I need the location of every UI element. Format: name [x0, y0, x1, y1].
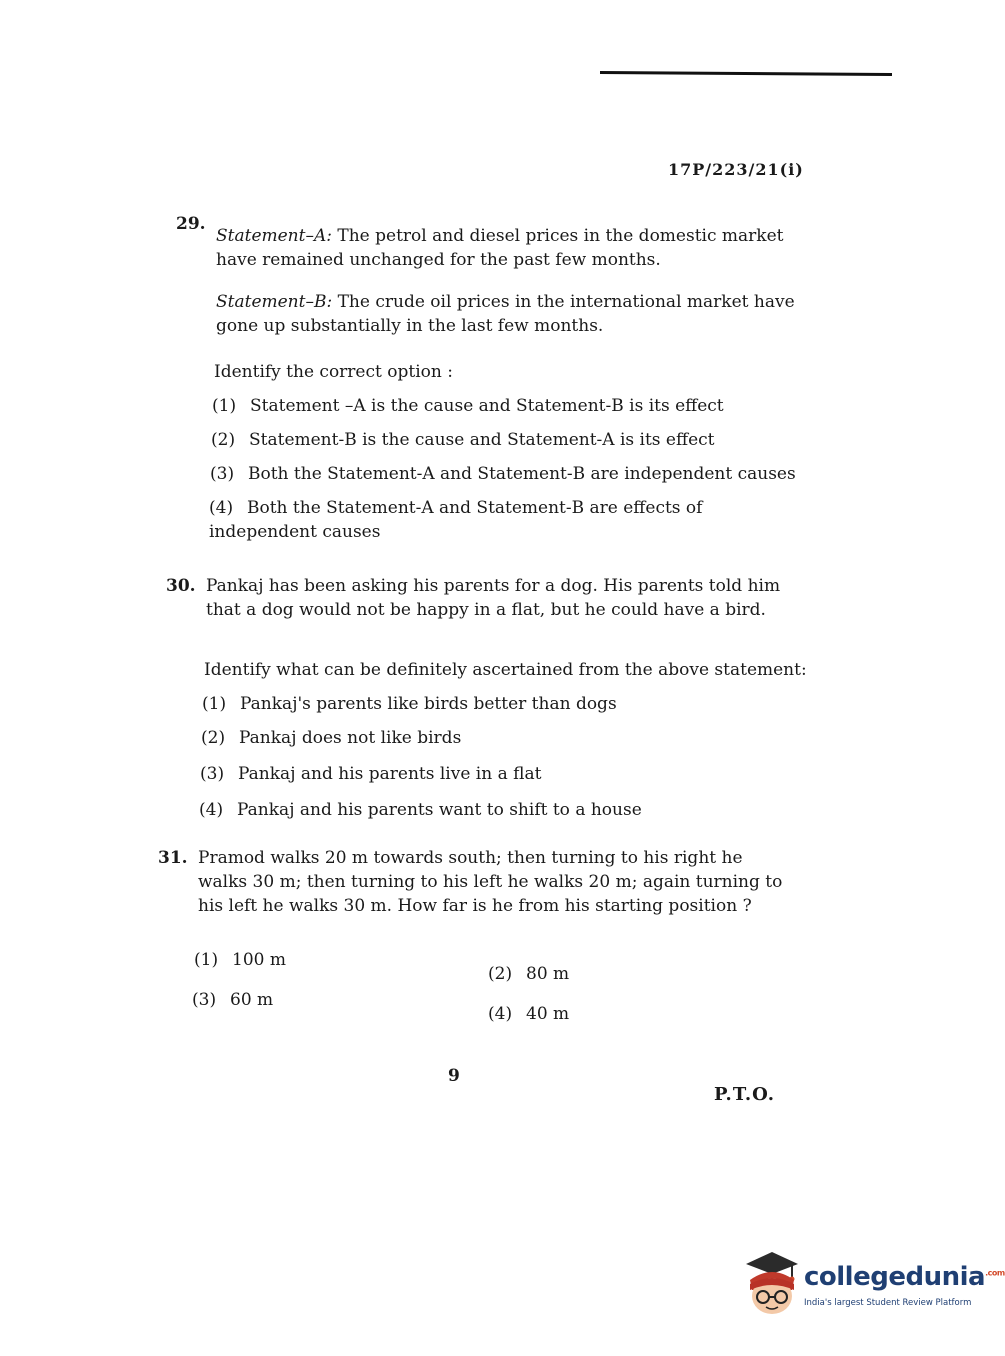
option-1: (1) 100 m [194, 950, 286, 970]
option-3: (3) 60 m [192, 990, 274, 1010]
question-prompt: Identify what can be definitely ascertained from the above statement: [204, 660, 807, 680]
option-4: (4) Pankaj and his parents want to shift to a house [199, 800, 642, 820]
option-1: (1) Statement –A is the cause and Statement-B is its effect [212, 396, 724, 416]
page-number: 9 [448, 1066, 460, 1086]
question-number: 29. [176, 214, 206, 234]
option-1: (1) Pankaj's parents like birds better than dogs [202, 694, 617, 714]
logo-tagline: India's largest Student Review Platform [804, 1298, 972, 1308]
question-prompt: Identify the correct option : [214, 362, 453, 382]
option-2: (2) 80 m [488, 964, 570, 984]
question-text: Pramod walks 20 m towards south; then turning to his right he walks 30 m; then turning to his left he walks 20 m; again turning to his left he walks 30 m. How far is he from his starting position ? [198, 848, 783, 916]
statement-b-label: Statement–B: [216, 292, 333, 312]
student-mascot-icon [742, 1250, 800, 1320]
statement-a-text: The petrol and diesel prices in the domestic market have remained unchanged for the past few months. [216, 226, 784, 270]
question-text: Pankaj has been asking his parents for a dog. His parents told him that a dog would not be happy in a flat, but he could have a bird. [206, 576, 781, 620]
pto-label: P.T.O. [714, 1084, 776, 1105]
paper-code: 17P/223/21(i) [668, 160, 804, 179]
collegedunia-logo[interactable] [742, 1250, 1005, 1320]
option-2: (2) Statement-B is the cause and Statement-A is its effect [211, 430, 715, 450]
option-3: (3) Pankaj and his parents live in a flat [200, 764, 542, 784]
statement-b [216, 290, 801, 338]
header-rule [600, 71, 892, 76]
question-29 [176, 212, 816, 552]
statement-a [216, 224, 801, 272]
logo-wordmark: collegedunia$^{.com}$ [804, 1262, 1005, 1292]
statement-a-label: Statement–A: [216, 226, 332, 246]
question-number: 30. [166, 576, 196, 596]
option-4: (4) 40 m [488, 1004, 570, 1024]
question-31 [158, 846, 798, 1036]
question-number: 31. [158, 848, 188, 868]
statement-b-text: The crude oil prices in the international market have gone up substantially in the last few months. [216, 292, 795, 336]
option-2: (2) Pankaj does not like birds [201, 728, 462, 748]
option-4: (4) Both the Statement-A and Statement-B are effects of independent causes [209, 498, 703, 542]
option-3: (3) Both the Statement-A and Statement-B are independent causes [210, 464, 796, 484]
question-30 [166, 574, 806, 834]
